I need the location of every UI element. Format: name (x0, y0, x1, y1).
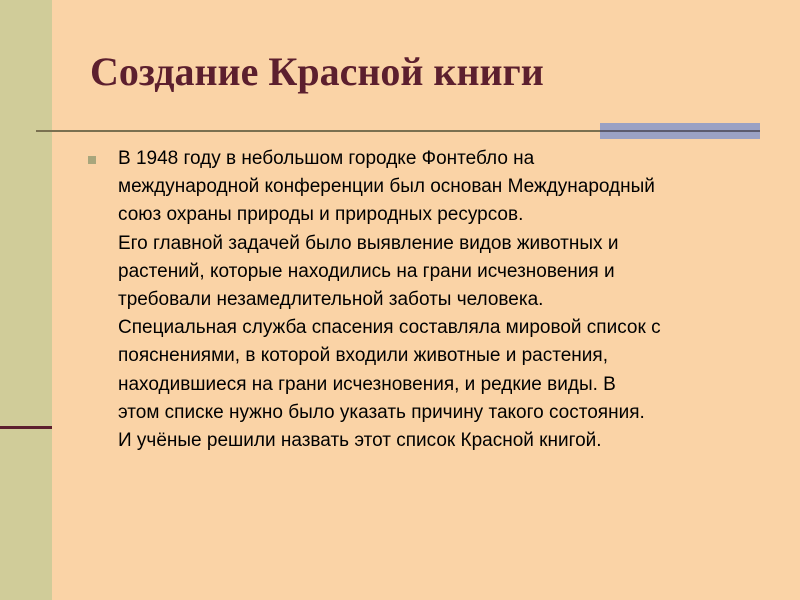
paragraph-main-task: Его главной задачей было выявление видов животных и растений, которые находились на грани исчезновения и требовали незамедлительной заботы человека. Специальная служба спасения составляла мировой список с пояснениями, в которой входили животные и растения, находившиеся на грани исчезновения, и редкие виды. В этом списке нужно было указать причину такого состояния. И учёные решили назвать этот список Красной книгой. (118, 232, 661, 452)
slide-title: Создание Красной книги (90, 49, 544, 94)
square-bullet-icon (88, 156, 96, 164)
paragraph-founding: В 1948 году в небольшом городке Фонтебло на международной конференции был основан Международный союз охраны природы и природных ресурсов. (118, 148, 655, 226)
slide-body (118, 145, 768, 455)
title-divider-block (600, 123, 760, 139)
left-band-accent-line (0, 426, 52, 429)
left-decorative-band (0, 0, 52, 600)
